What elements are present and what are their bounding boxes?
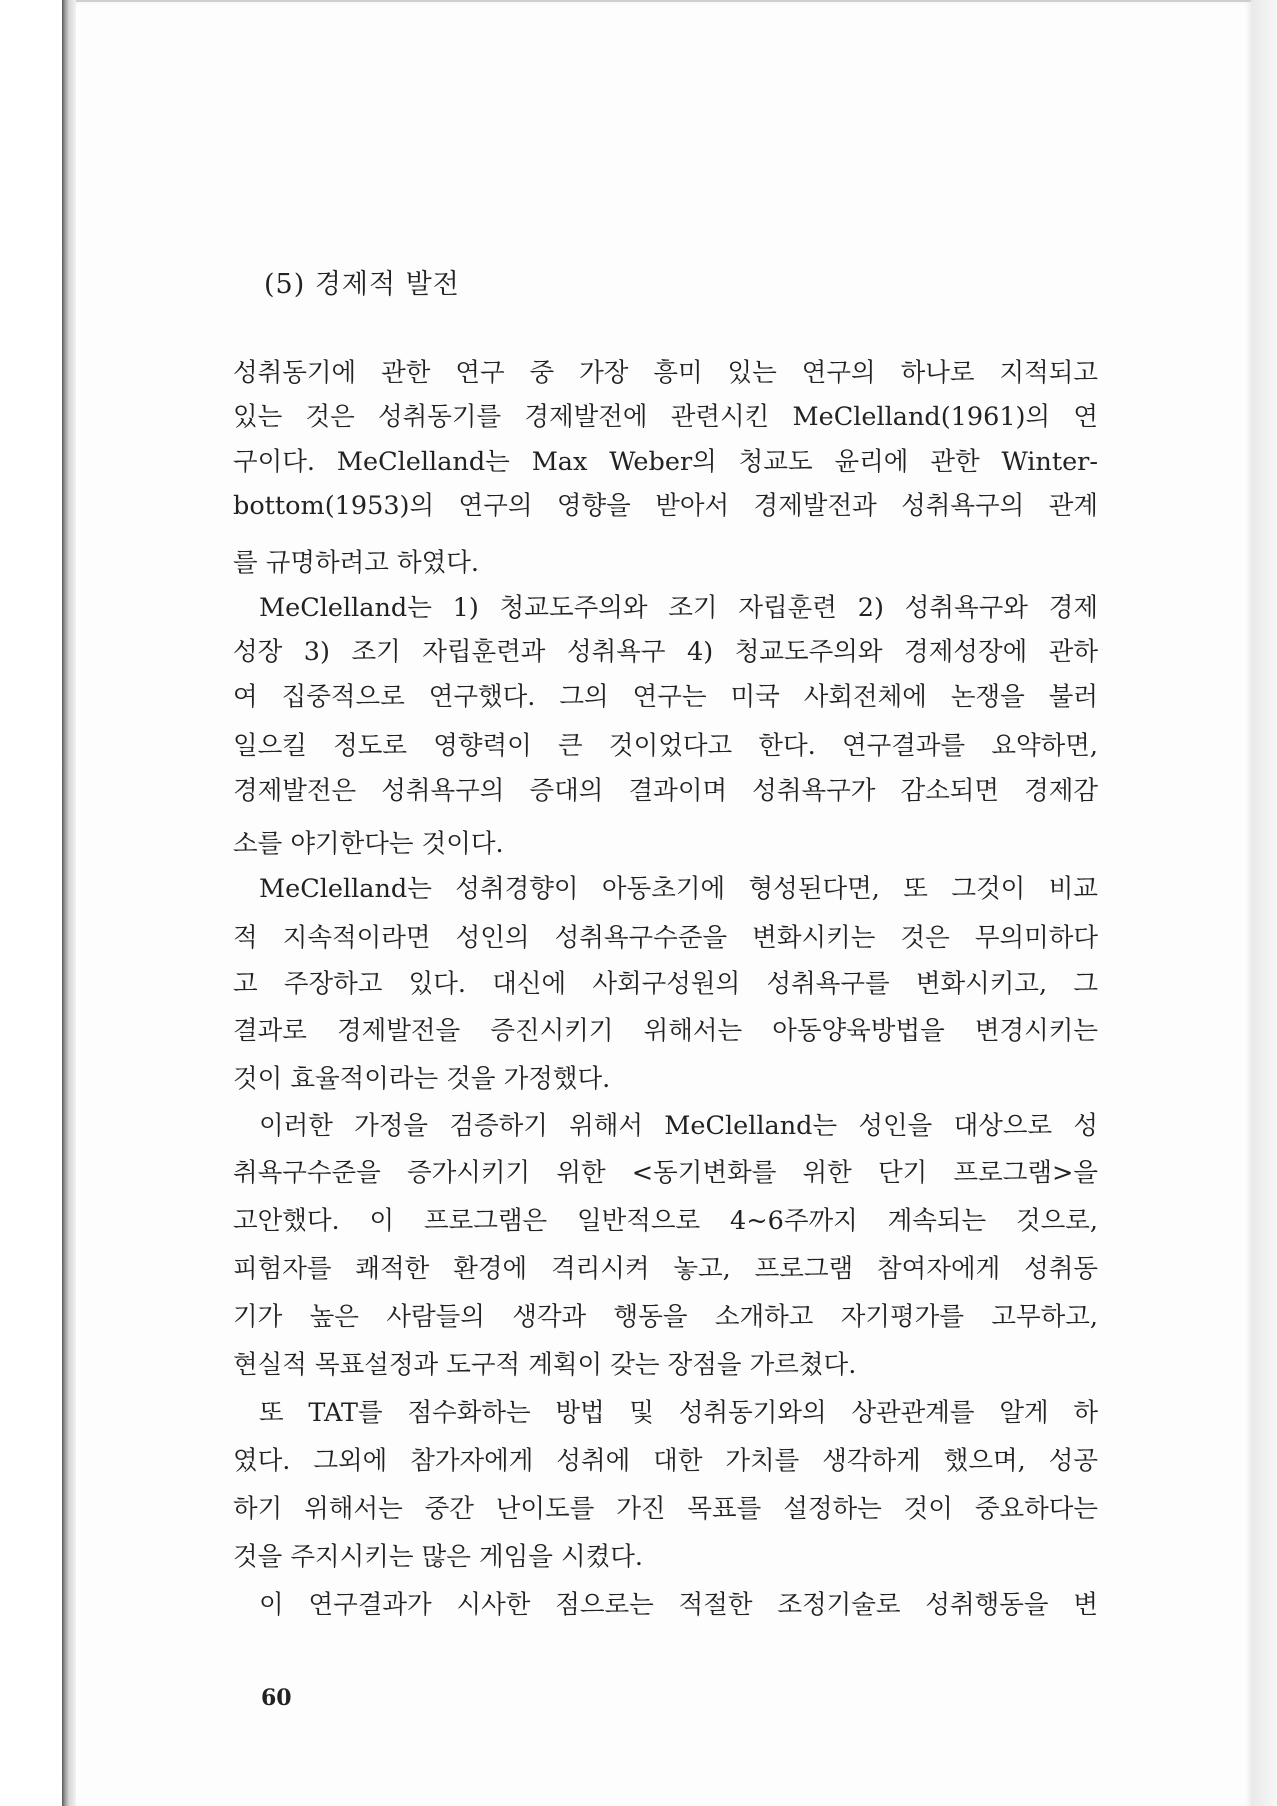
body-line: 였다. 그외에 참가자에게 성취에 대한 가치를 생각하게 했으며, 성공 <box>233 1446 1098 1476</box>
page-number: 60 <box>261 1685 292 1711</box>
body-line: 것이 효율적이라는 것을 가정했다. <box>233 1064 611 1094</box>
body-line: 기가 높은 사람들의 생각과 행동을 소개하고 자기평가를 고무하고, <box>233 1302 1098 1332</box>
body-line: 결과로 경제발전을 증진시키기 위해서는 아동양육방법을 변경시키는 <box>233 1016 1098 1046</box>
body-line: 성취동기에 관한 연구 중 가장 흥미 있는 연구의 하나로 지적되고 <box>233 358 1098 388</box>
body-line: 성장 3) 조기 자립훈련과 성취욕구 4) 청교도주의와 경제성장에 관하 <box>233 637 1098 667</box>
page-right-margin <box>1251 0 1277 1806</box>
body-line: 것을 주지시키는 많은 게임을 시켰다. <box>233 1542 644 1572</box>
book-spine-edge <box>62 0 76 1806</box>
body-line: 고안했다. 이 프로그램은 일반적으로 4~6주까지 계속되는 것으로, <box>233 1206 1098 1236</box>
body-line: 피험자를 쾌적한 환경에 격리시켜 놓고, 프로그램 참여자에게 성취동 <box>233 1254 1098 1284</box>
body-line: 있는 것은 성취동기를 경제발전에 관련시킨 MeClelland(1961)의 연 <box>233 402 1098 432</box>
body-line: 취욕구수준을 증가시키기 위한 <동기변화를 위한 단기 프로그램>을 <box>233 1158 1098 1188</box>
body-line: 현실적 목표설정과 도구적 계획이 갖는 장점을 가르쳤다. <box>233 1350 857 1380</box>
body-line: 이 연구결과가 시사한 점으로는 적절한 조정기술로 성취행동을 변 <box>259 1590 1098 1620</box>
body-line: 를 규명하려고 하였다. <box>233 548 480 578</box>
body-line: 또 TAT를 점수화하는 방법 및 성취동기와의 상관관계를 알게 하 <box>259 1398 1098 1428</box>
section-heading: (5) 경제적 발전 <box>264 269 460 300</box>
body-line: MeClelland는 성취경향이 아동초기에 형성된다면, 또 그것이 비교 <box>259 874 1098 904</box>
body-line: 일으킬 정도로 영향력이 큰 것이었다고 한다. 연구결과를 요약하면, <box>233 731 1098 761</box>
body-line: MeClelland는 1) 청교도주의와 조기 자립훈련 2) 성취욕구와 경제 <box>259 593 1098 623</box>
body-line: 이러한 가정을 검증하기 위해서 MeClelland는 성인을 대상으로 성 <box>259 1111 1098 1141</box>
body-line: bottom(1953)의 연구의 영향을 받아서 경제발전과 성취욕구의 관계 <box>233 491 1098 521</box>
body-line: 고 주장하고 있다. 대신에 사회구성원의 성취욕구를 변화시키고, 그 <box>233 969 1098 999</box>
body-line: 하기 위해서는 중간 난이도를 가진 목표를 설정하는 것이 중요하다는 <box>233 1494 1098 1524</box>
body-line: 여 집중적으로 연구했다. 그의 연구는 미국 사회전체에 논쟁을 불러 <box>233 682 1098 712</box>
body-line: 구이다. MeClelland는 Max Weber의 청교도 윤리에 관한 Winter- <box>233 447 1098 477</box>
body-line: 경제발전은 성취욕구의 증대의 결과이며 성취욕구가 감소되면 경제감 <box>233 776 1098 806</box>
body-line: 적 지속적이라면 성인의 성취욕구수준을 변화시키는 것은 무의미하다 <box>233 923 1098 953</box>
body-line: 소를 야기한다는 것이다. <box>233 829 504 859</box>
